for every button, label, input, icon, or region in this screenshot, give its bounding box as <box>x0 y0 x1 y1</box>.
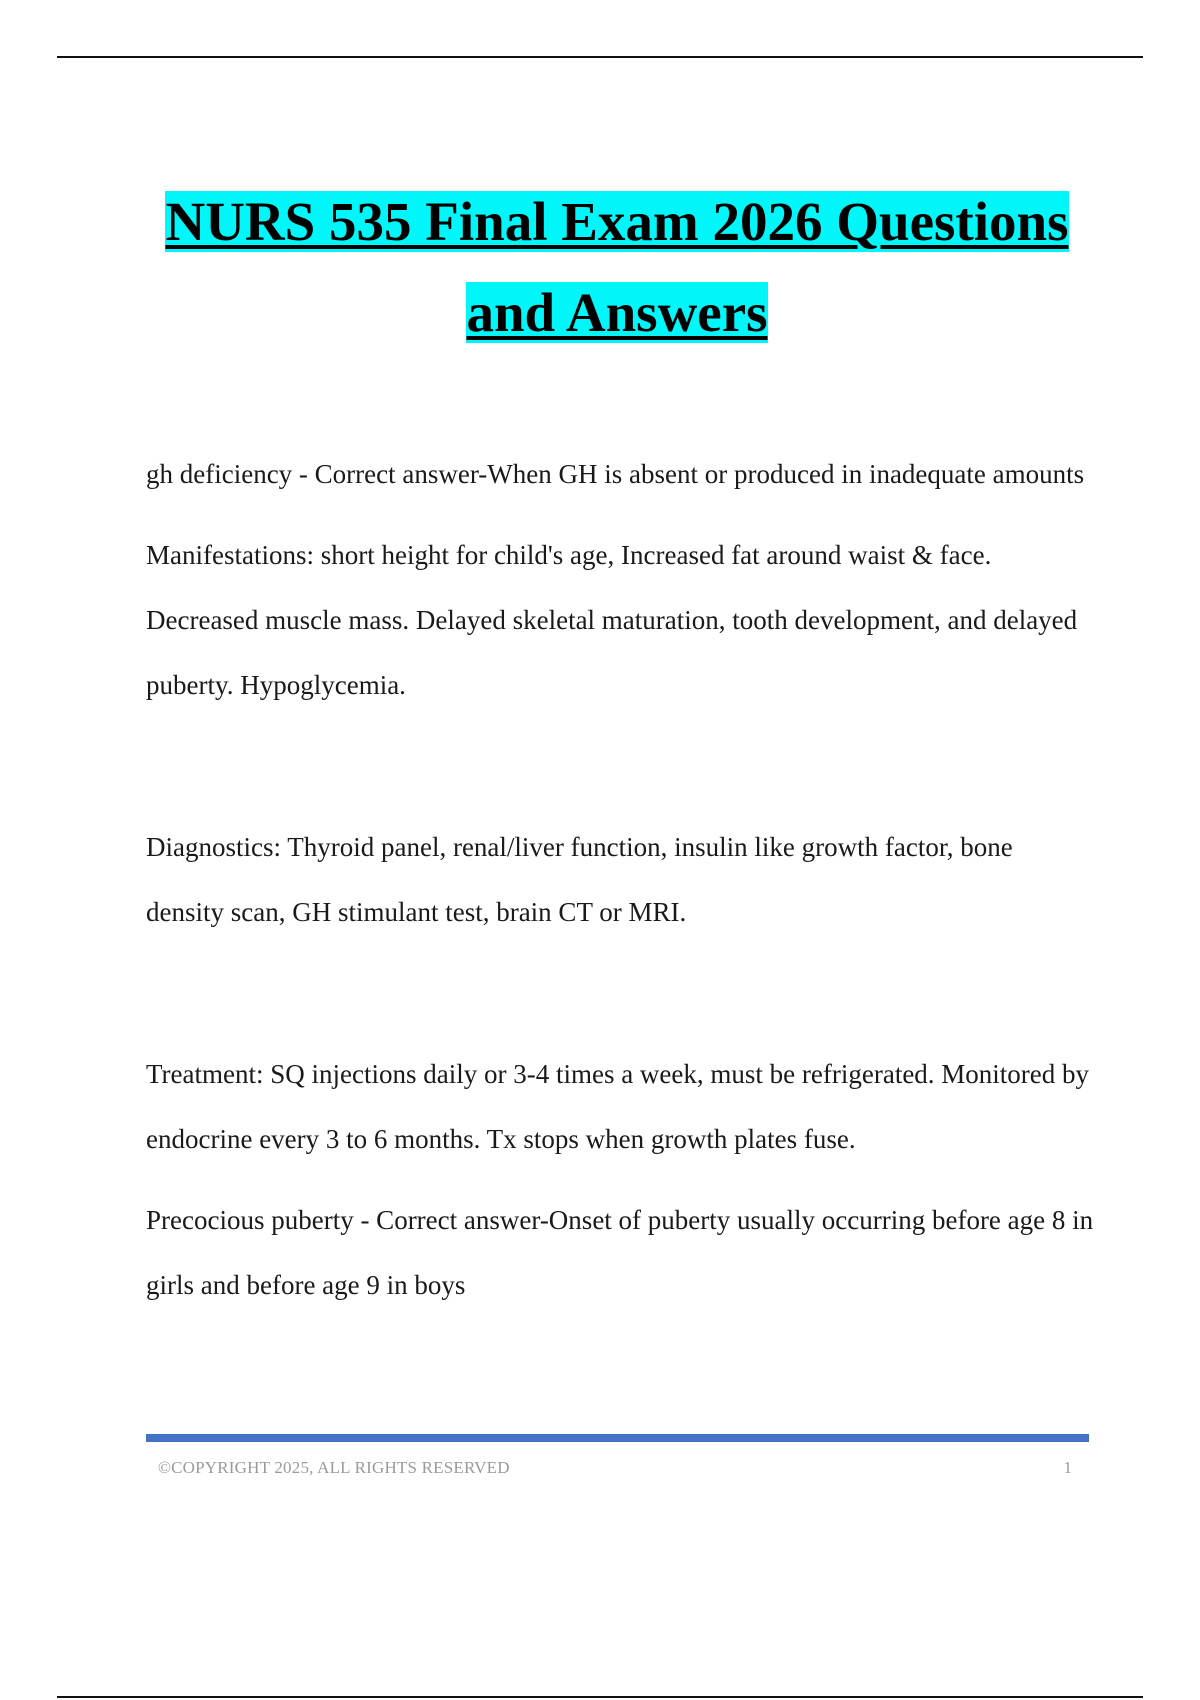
paragraph-manifestations: Manifestations: short height for child's age, Increased fat around waist & face. Decreased muscle mass. Delayed skeletal maturation, tooth development, and delayed puberty. Hypoglycemia. <box>146 540 1078 700</box>
footer-accent-bar <box>146 1434 1089 1442</box>
page-number: 1 <box>1063 1458 1072 1477</box>
footer-copyright: ©COPYRIGHT 2025, ALL RIGHTS RESERVED <box>158 1458 510 1477</box>
document-title <box>0 176 1200 358</box>
title-line-1: NURS 535 Final Exam 2026 Questions <box>165 191 1069 252</box>
paragraph-precocious-puberty: Precocious puberty - Correct answer-Onset of puberty usually occurring before age 8 in girls and before age 9 in boys <box>146 1205 1094 1300</box>
top-divider <box>57 56 1143 58</box>
title-line-2: and Answers <box>466 282 768 343</box>
paragraph-gh-deficiency: gh deficiency - Correct answer-When GH is absent or produced in inadequate amounts <box>146 459 1085 489</box>
bottom-divider <box>57 1696 1143 1698</box>
document-body <box>146 442 1096 1318</box>
paragraph-treatment: Treatment: SQ injections daily or 3-4 times a week, must be refrigerated. Monitored by endocrine every 3 to 6 months. Tx stops when growth plates fuse. <box>146 1059 1090 1154</box>
paragraph-diagnostics: Diagnostics: Thyroid panel, renal/liver function, insulin like growth factor, bone density scan, GH stimulant test, brain CT or MRI. <box>146 832 1013 927</box>
